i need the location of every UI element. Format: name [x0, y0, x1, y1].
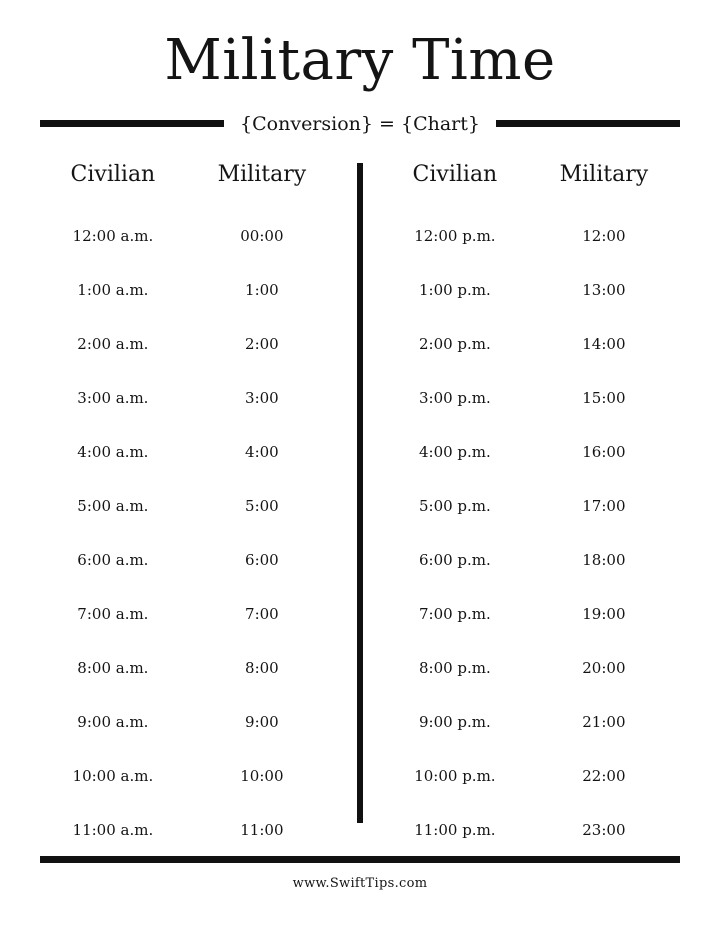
cell-military: 6:00: [245, 550, 279, 569]
table-header-row: [40, 161, 338, 209]
cell-civilian: 2:00 a.m.: [77, 334, 149, 353]
rule-right: [496, 120, 680, 127]
cell-military: 23:00: [582, 820, 626, 839]
cell-military: 3:00: [245, 388, 279, 407]
cell-military: 13:00: [582, 280, 626, 299]
cell-military: 17:00: [582, 496, 626, 515]
table-row: [40, 425, 338, 479]
cell-military: 1:00: [245, 280, 279, 299]
am-conversion-table: [40, 161, 338, 857]
table-row: [382, 425, 680, 479]
table-row: [382, 803, 680, 857]
pm-conversion-table: [382, 161, 680, 857]
table-row: [40, 533, 338, 587]
cell-civilian: 6:00 a.m.: [77, 550, 149, 569]
subtitle-rule-row: [40, 113, 680, 135]
cell-civilian: 5:00 a.m.: [77, 496, 149, 515]
cell-civilian: 1:00 a.m.: [77, 280, 149, 299]
cell-civilian: 2:00 p.m.: [418, 334, 491, 353]
column-header-civilian-pm: Civilian: [412, 161, 498, 187]
cell-civilian: 11:00 a.m.: [72, 820, 154, 839]
cell-civilian: 4:00 a.m.: [77, 442, 149, 461]
cell-military: 11:00: [240, 820, 284, 839]
table-row: [40, 371, 338, 425]
column-header-military-am: Military: [217, 161, 307, 187]
table-row: [382, 209, 680, 263]
table-row: [382, 479, 680, 533]
cell-military: 5:00: [245, 496, 279, 515]
cell-military: 18:00: [582, 550, 626, 569]
cell-military: 8:00: [245, 658, 279, 677]
am-table-body: [40, 209, 338, 857]
footer-rule: [40, 856, 680, 863]
cell-civilian: 8:00 p.m.: [418, 658, 491, 677]
am-table-wrapper: [40, 161, 360, 857]
cell-military: 12:00: [582, 226, 626, 245]
page-subtitle: {Conversion} = {Chart}: [240, 112, 480, 135]
rule-left: [40, 120, 224, 127]
cell-civilian: 8:00 a.m.: [77, 658, 149, 677]
cell-civilian: 6:00 p.m.: [418, 550, 491, 569]
vertical-divider: [357, 163, 363, 823]
table-row: [40, 641, 338, 695]
table-row: [40, 695, 338, 749]
cell-civilian: 3:00 a.m.: [77, 388, 149, 407]
cell-military: 4:00: [245, 442, 279, 461]
cell-military: 9:00: [245, 712, 279, 731]
table-row: [40, 587, 338, 641]
cell-civilian: 9:00 p.m.: [418, 712, 491, 731]
cell-military: 16:00: [582, 442, 626, 461]
table-row: [40, 263, 338, 317]
cell-military: 20:00: [582, 658, 626, 677]
cell-civilian: 5:00 p.m.: [418, 496, 491, 515]
cell-civilian: 7:00 a.m.: [77, 604, 149, 623]
cell-military: 22:00: [582, 766, 626, 785]
column-header-military-pm: Military: [559, 161, 649, 187]
table-row: [40, 209, 338, 263]
cell-military: 15:00: [582, 388, 626, 407]
cell-military: 2:00: [245, 334, 279, 353]
cell-civilian: 12:00 p.m.: [414, 226, 496, 245]
page-title: Military Time: [164, 28, 556, 93]
table-header-row: [382, 161, 680, 209]
pm-table-wrapper: [360, 161, 680, 857]
cell-military: 10:00: [240, 766, 284, 785]
pm-table-body: [382, 209, 680, 857]
cell-civilian: 1:00 p.m.: [418, 280, 491, 299]
cell-civilian: 10:00 p.m.: [414, 766, 496, 785]
cell-military: 19:00: [582, 604, 626, 623]
footer-website: www.SwiftTips.com: [292, 876, 428, 891]
cell-military: 7:00: [245, 604, 279, 623]
conversion-tables: [40, 161, 680, 857]
table-row: [382, 371, 680, 425]
table-row: [382, 533, 680, 587]
table-row: [40, 803, 338, 857]
table-row: [40, 479, 338, 533]
table-row: [382, 641, 680, 695]
table-row: [382, 695, 680, 749]
column-header-civilian-am: Civilian: [70, 161, 156, 187]
cell-civilian: 11:00 p.m.: [414, 820, 496, 839]
cell-civilian: 10:00 a.m.: [72, 766, 154, 785]
table-row: [40, 749, 338, 803]
table-row: [382, 263, 680, 317]
cell-military: 00:00: [240, 226, 284, 245]
table-row: [382, 317, 680, 371]
cell-civilian: 3:00 p.m.: [418, 388, 491, 407]
cell-military: 14:00: [582, 334, 626, 353]
cell-civilian: 9:00 a.m.: [77, 712, 149, 731]
table-row: [382, 587, 680, 641]
table-row: [382, 749, 680, 803]
cell-civilian: 4:00 p.m.: [418, 442, 491, 461]
cell-military: 21:00: [582, 712, 626, 731]
cell-civilian: 7:00 p.m.: [418, 604, 491, 623]
cell-civilian: 12:00 a.m.: [72, 226, 154, 245]
table-row: [40, 317, 338, 371]
